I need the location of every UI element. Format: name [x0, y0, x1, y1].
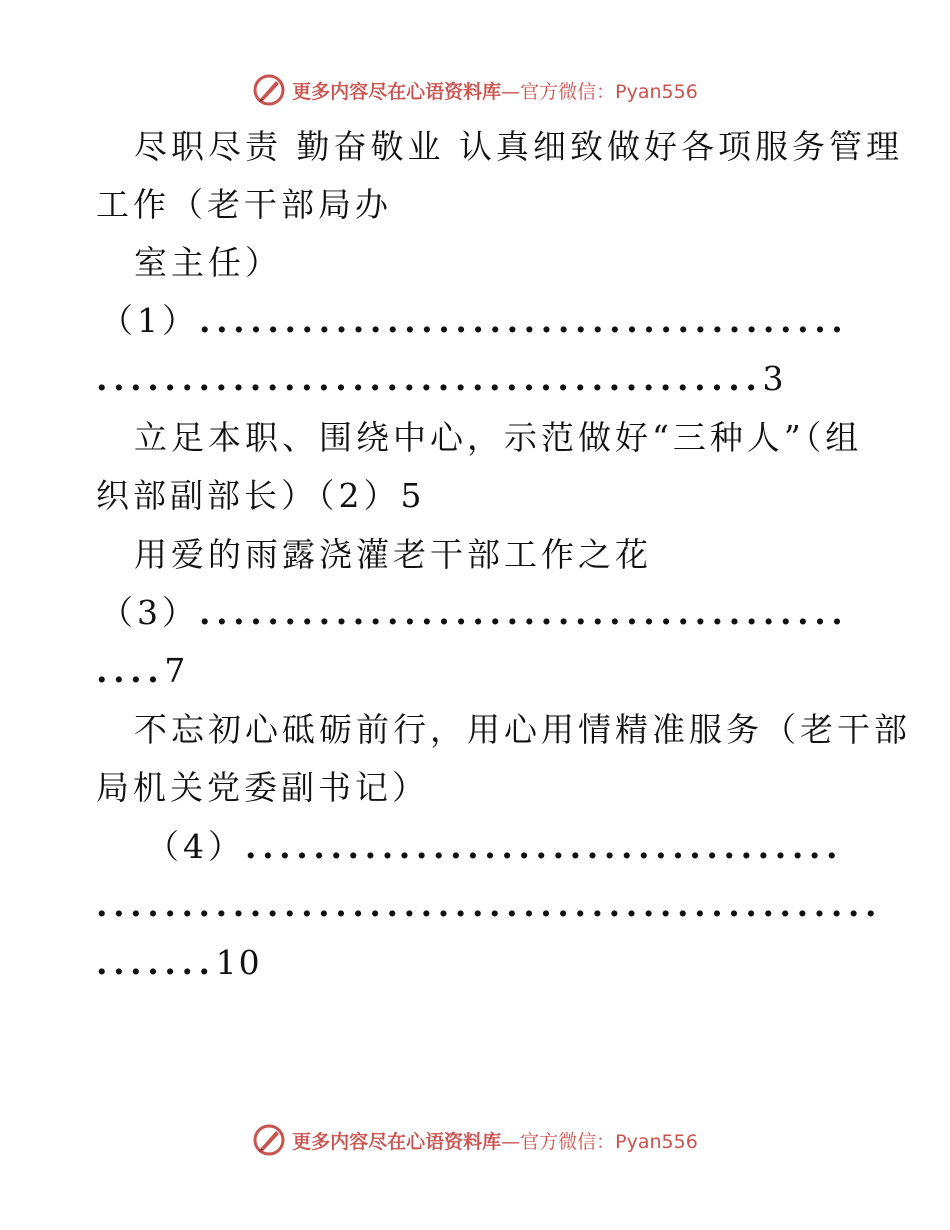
toc-entry-3-page: 7: [164, 651, 188, 690]
toc-entry-3-title-line-1: 用爱的雨露浇灌老干部工作之花: [134, 535, 652, 574]
toc-entry-1-title-line-2: 工作（老干部局办: [96, 185, 392, 224]
watermark-separator: —: [501, 80, 521, 103]
quill-pen-logo-icon: [252, 73, 286, 107]
quill-pen-logo-icon: [252, 1123, 286, 1157]
toc-entry-3-leaders-1: ......................................: [199, 593, 849, 632]
watermark-text: [292, 1127, 698, 1154]
toc-entry-1-leaders-1: ......................................: [199, 301, 849, 340]
toc-entry-2-title-line-2: 织部副部长）（2）5: [96, 476, 426, 515]
toc-entry-4-leader-line-2: [96, 885, 882, 925]
toc-entry-3-leaders-2: ....: [96, 651, 165, 690]
header-watermark: [0, 70, 950, 110]
toc-entry-1-leader-line-1: [100, 301, 848, 341]
toc-entry-4-title-line-1: 不忘初心砥砺前行，用心用情精准服务（老干部: [134, 710, 911, 749]
toc-entry-1-title-line-3: 室主任）: [134, 243, 282, 282]
toc-entry-4-leaders-3: .......: [96, 943, 216, 982]
toc-entry-4-page: 10: [215, 943, 262, 982]
toc-entry-1-leader-line-2: [96, 359, 785, 399]
toc-entry-1-leaders-2: .......................................: [96, 359, 763, 398]
footer-watermark: [0, 1120, 950, 1160]
toc-entry-4-leader-line-1: [146, 827, 843, 867]
watermark-text: [292, 77, 698, 104]
toc-entry-1-number: （1）: [100, 301, 199, 340]
toc-entry-2-title-line-1: 立足本职、围绕中心，示范做好“三种人”（组: [134, 418, 863, 457]
toc-entry-1-title-line-1: 尽职尽责 勤奋敬业 认真细致做好各项服务管理: [134, 127, 903, 166]
toc-entry-3-number: （3）: [100, 593, 199, 632]
toc-entry-4-number: （4）: [146, 827, 245, 866]
watermark-wechat: 官方微信：Pyan556: [520, 1130, 698, 1153]
watermark-site-text: 更多内容尽在心语资料库: [292, 1130, 502, 1153]
toc-entry-4-leader-line-3: [96, 943, 262, 983]
toc-entry-4-title-line-2: 局机关党委副书记）: [96, 768, 429, 807]
watermark-site-text: 更多内容尽在心语资料库: [292, 80, 502, 103]
toc-entry-1-page: 3: [762, 359, 786, 398]
watermark-separator: —: [501, 1130, 521, 1153]
toc-entry-4-leaders-2: ..............................................: [96, 885, 883, 924]
toc-entry-4-leaders-1: ...................................: [245, 827, 844, 866]
toc-entry-3-leader-line-1: [100, 593, 848, 633]
watermark-wechat: 官方微信：Pyan556: [520, 80, 698, 103]
toc-entry-3-leader-line-2: [96, 651, 187, 691]
